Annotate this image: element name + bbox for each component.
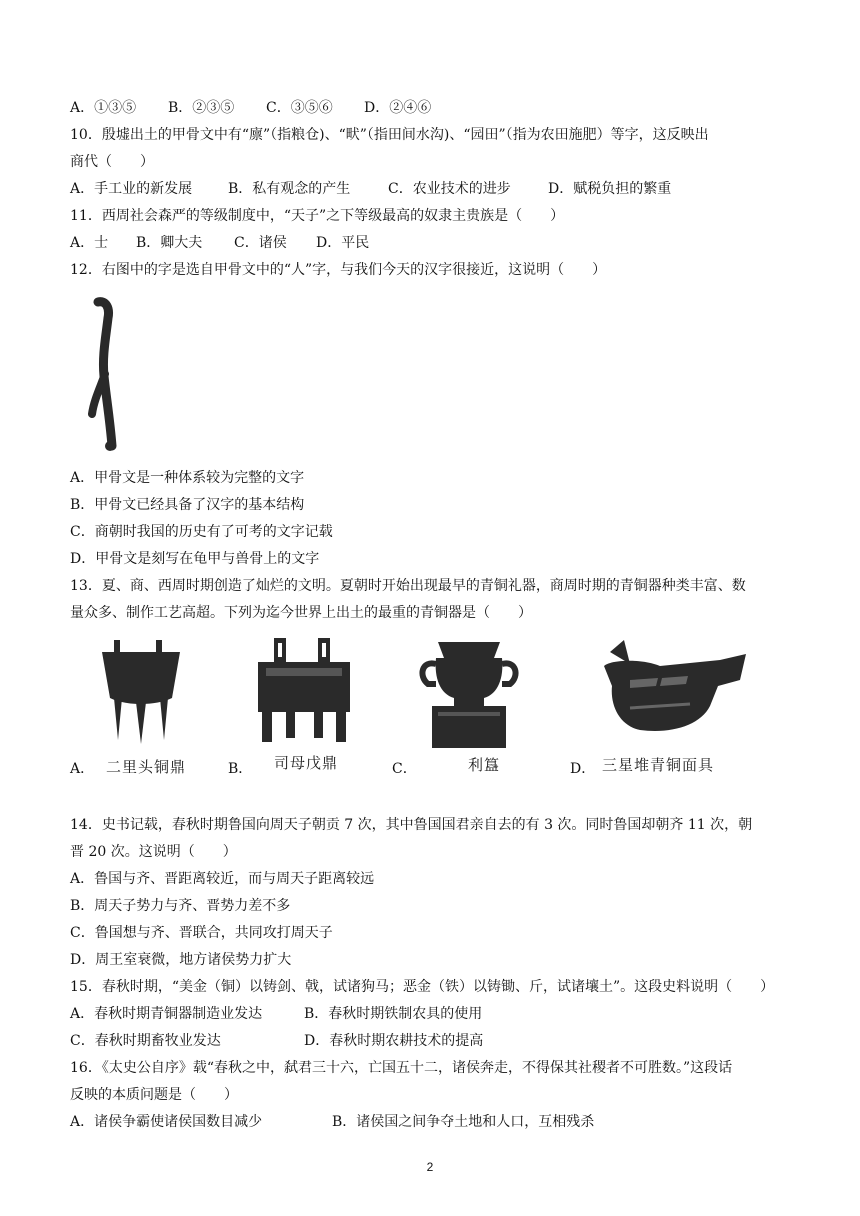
q13-option-b <box>228 630 388 780</box>
q11-option-a: A．士 <box>70 235 109 251</box>
q15-option-a: A．春秋时期青铜器制造业发达 <box>70 1006 263 1022</box>
q11-option-d: D．平民 <box>316 235 370 251</box>
q13-option-c <box>392 630 562 780</box>
q13-option-b-caption: 司母戊鼎 <box>274 754 339 772</box>
q15-option-c: C．春秋时期畜牧业发达 <box>70 1033 221 1049</box>
oracle-bone-ren-character-icon <box>88 296 148 456</box>
q10-option-c: C．农业技术的进步 <box>388 181 511 197</box>
q12-option-c: C．商朝时我国的历史有了可考的文字记载 <box>70 524 333 540</box>
q10-option-b: B．私有观念的产生 <box>228 181 351 197</box>
four-legged-ding-icon <box>254 634 354 746</box>
page-number: 2 <box>426 1160 434 1174</box>
q15-option-d: D．春秋时期农耕技术的提高 <box>304 1033 484 1049</box>
q13-stem-line1: 13．夏、商、西周时期创造了灿烂的文明。夏朝时开始出现最早的青铜礼器，商周时期的青铜器种类丰富、数 <box>70 578 746 594</box>
q16-options <box>70 1112 800 1132</box>
q14-stem-line1: 14．史书记载，春秋时期鲁国向周天子朝贡 7 次，其中鲁国国君亲自去的有 3 次。同时鲁国却朝齐 11 次，朝 <box>70 817 753 833</box>
q16-option-a: A．诸侯争霸使诸侯国数目减少 <box>70 1114 263 1130</box>
q15-options-row2 <box>70 1031 800 1051</box>
q10-stem-line1: 10．殷墟出土的甲骨文中有“廪”（指粮仓)、“畎”（指田间水沟)、“园田”（指为农田施肥）等字，这反映出 <box>70 127 709 143</box>
q14-option-c: C．鲁国想与齐、晋联合，共同攻打周天子 <box>70 925 333 941</box>
three-legged-ding-icon <box>96 636 186 746</box>
q16-stem-line1: 16．《太史公自序》载“春秋之中，弑君三十六，亡国五十二，诸侯奔走，不得保其社稷者不可胜数。”这段话 <box>70 1060 733 1076</box>
q10-options <box>70 179 800 199</box>
q14-option-a: A．鲁国与齐、晋距离较近，而与周天子距离较远 <box>70 871 375 887</box>
q9-option-a: A．①③⑤ <box>70 100 137 116</box>
q11-option-b: B．卿大夫 <box>136 235 203 251</box>
q13-option-c-letter: C． <box>392 761 417 777</box>
q9-option-c: C．③⑤⑥ <box>266 100 333 116</box>
q12-option-a: A．甲骨文是一种体系较为完整的文字 <box>70 470 305 486</box>
q15-stem: 15．春秋时期，“美金（铜）以铸剑、戟，试诸狗马；恶金（铁）以铸锄、斤，试诸壤土”。这段史料说明（ ） <box>70 979 775 995</box>
q11-stem: 11．西周社会森严的等级制度中，“天子”之下等级最高的奴隶主贵族是（ ） <box>70 208 565 224</box>
q16-option-b: B．诸侯国之间争夺土地和人口，互相残杀 <box>332 1114 595 1130</box>
q12-stem: 12．右图中的字是选自甲骨文中的“人”字，与我们今天的汉字很接近，这说明（ ） <box>70 262 607 278</box>
q11-options <box>70 233 800 253</box>
q12-option-b: B．甲骨文已经具备了汉字的基本结构 <box>70 497 305 513</box>
q14-stem-line2: 晋 20 次。这说明（ ） <box>70 844 237 860</box>
q10-option-a: A．手工业的新发展 <box>70 181 193 197</box>
gui-vessel-icon <box>414 638 524 750</box>
q15-option-b: B．春秋时期铁制农具的使用 <box>304 1006 483 1022</box>
q13-bronze-options <box>70 630 800 780</box>
q13-option-d-caption: 三星堆青铜面具 <box>602 756 715 774</box>
q13-option-b-letter: B． <box>228 761 253 777</box>
q9-option-b: B．②③⑤ <box>168 100 235 116</box>
q13-option-a <box>70 630 230 780</box>
q11-option-c: C．诸侯 <box>234 235 287 251</box>
q13-option-a-caption: 二里头铜鼎 <box>106 758 187 776</box>
q13-option-d-letter: D． <box>570 761 596 777</box>
q16-stem-line2: 反映的本质问题是（ ） <box>70 1087 238 1103</box>
q10-stem-line2: 商代（ ） <box>70 154 154 170</box>
q9-option-d: D．②④⑥ <box>364 100 432 116</box>
q9-options <box>70 98 800 118</box>
bronze-mask-icon <box>600 636 750 740</box>
q13-option-c-caption: 利簋 <box>468 756 501 774</box>
q13-option-a-letter: A． <box>70 761 95 777</box>
q15-options-row1 <box>70 1004 800 1024</box>
q14-option-d: D．周王室衰微，地方诸侯势力扩大 <box>70 952 292 968</box>
q12-option-d: D．甲骨文是刻写在龟甲与兽骨上的文字 <box>70 551 320 567</box>
q13-option-d <box>570 630 800 780</box>
q14-option-b: B．周天子势力与齐、晋势力差不多 <box>70 898 291 914</box>
q10-option-d: D．赋税负担的繁重 <box>548 181 672 197</box>
q13-stem-line2: 量众多、制作工艺高超。下列为迄今世界上出土的最重的青铜器是（ ） <box>70 605 532 621</box>
